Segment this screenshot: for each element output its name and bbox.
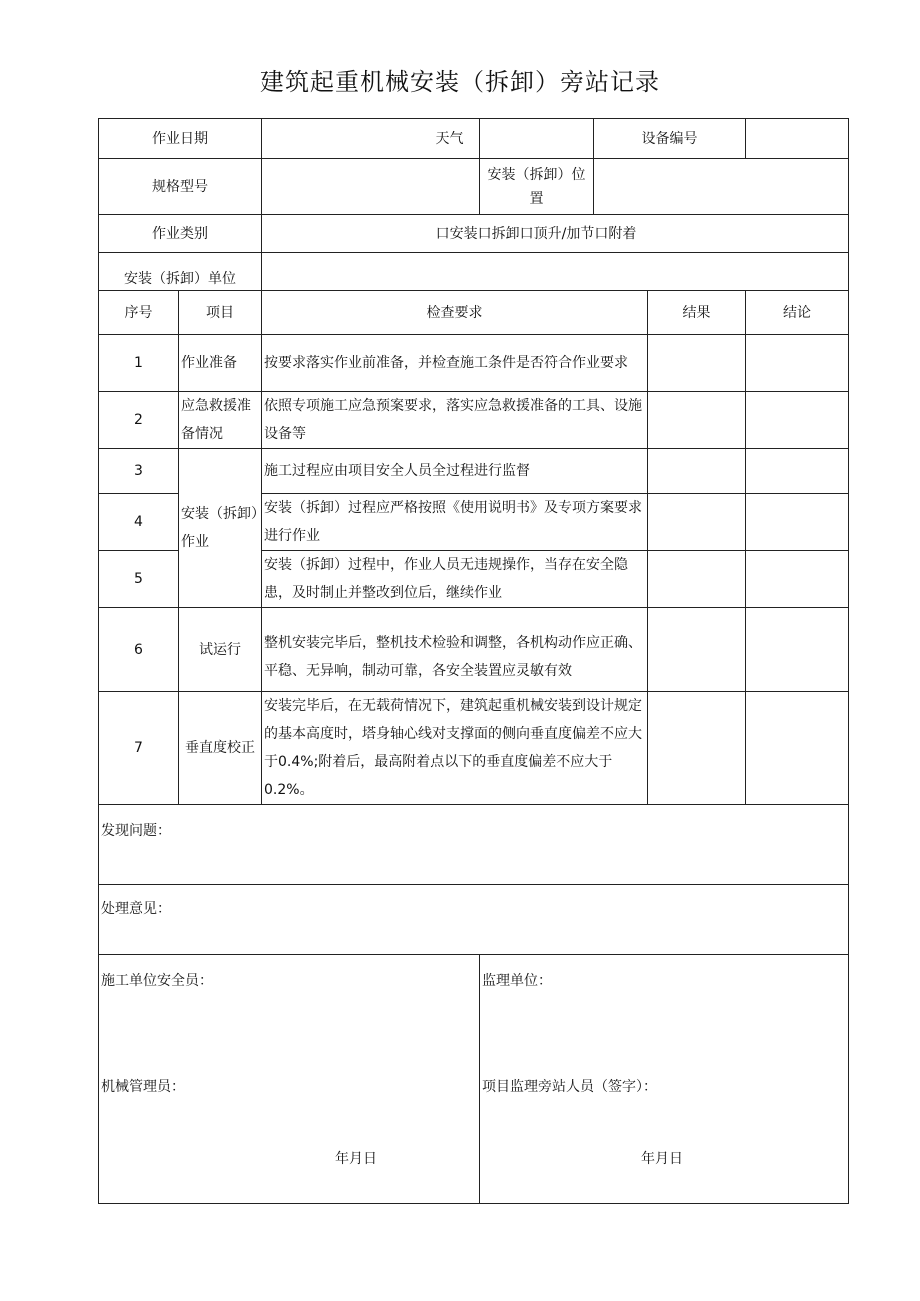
- install-unit-value[interactable]: [262, 253, 849, 291]
- spec-model-label: 规格型号: [99, 159, 262, 215]
- header-row-3: [99, 215, 849, 253]
- install-position-label: 安装（拆卸）位置: [480, 159, 594, 215]
- col-no: 序号: [99, 291, 179, 335]
- row-item: 安装（拆卸）作业: [179, 449, 262, 608]
- row-item: 垂直度校正: [179, 692, 262, 805]
- header-row-2: [99, 159, 849, 215]
- row-requirement: 依照专项施工应急预案要求，落实应急救援准备的工具、设施设备等: [262, 392, 648, 449]
- row-conclusion[interactable]: [746, 494, 849, 551]
- work-type-label: 作业类别: [99, 215, 262, 253]
- row-conclusion[interactable]: [746, 692, 849, 805]
- row-conclusion[interactable]: [746, 608, 849, 692]
- table-row: [99, 608, 849, 692]
- supervisor-label: 项目监理旁站人员（签字）：: [482, 1079, 657, 1095]
- row-no: 1: [99, 335, 179, 392]
- device-no-label: 设备编号: [594, 119, 746, 159]
- row-requirement: 施工过程应由项目安全人员全过程进行监督: [262, 449, 648, 494]
- table-row: [99, 692, 849, 805]
- record-form: [98, 118, 849, 1204]
- row-conclusion[interactable]: [746, 335, 849, 392]
- header-row-1: [99, 119, 849, 159]
- row-no: 4: [99, 494, 179, 551]
- device-no-value[interactable]: [746, 119, 849, 159]
- spec-model-value[interactable]: [262, 159, 480, 215]
- row-result[interactable]: [648, 449, 746, 494]
- issues-row: [99, 805, 849, 885]
- row-no: 7: [99, 692, 179, 805]
- col-requirement: 检查要求: [262, 291, 648, 335]
- work-date-label: 作业日期: [99, 119, 262, 159]
- row-conclusion[interactable]: [746, 551, 849, 608]
- column-header-row: [99, 291, 849, 335]
- handling-row: [99, 885, 849, 955]
- weather-value[interactable]: [480, 119, 594, 159]
- col-conclusion: 结论: [746, 291, 849, 335]
- work-type-options[interactable]: 口安装口拆卸口顶升/加节口附着: [262, 215, 849, 253]
- handling-label: 处理意见：: [101, 901, 171, 917]
- row-conclusion[interactable]: [746, 449, 849, 494]
- supervision-unit-label: 监理单位：: [482, 973, 552, 989]
- row-requirement: 按要求落实作业前准备，并检查施工条件是否符合作业要求: [262, 335, 648, 392]
- issues-field[interactable]: [99, 805, 849, 885]
- left-date: 年月日: [335, 1151, 377, 1167]
- handling-field[interactable]: [99, 885, 849, 955]
- page-title: 建筑起重机械安装（拆卸）旁站记录: [260, 68, 660, 96]
- row-no: 5: [99, 551, 179, 608]
- row-requirement: 安装（拆卸）过程应严格按照《使用说明书》及专项方案要求进行作业: [262, 494, 648, 551]
- row-result[interactable]: [648, 392, 746, 449]
- table-row: [99, 392, 849, 449]
- supervision-signature-block[interactable]: [480, 955, 849, 1204]
- row-no: 3: [99, 449, 179, 494]
- table-row: [99, 335, 849, 392]
- construction-signature-block[interactable]: [99, 955, 480, 1204]
- weather-label: 天气: [262, 119, 480, 159]
- row-no: 2: [99, 392, 179, 449]
- right-date: 年月日: [641, 1151, 683, 1167]
- row-result[interactable]: [648, 608, 746, 692]
- row-result[interactable]: [648, 692, 746, 805]
- col-result: 结果: [648, 291, 746, 335]
- row-conclusion[interactable]: [746, 392, 849, 449]
- issues-label: 发现问题：: [101, 823, 171, 839]
- row-requirement: 整机安装完毕后，整机技术检验和调整，各机构动作应正确、平稳、无异响，制动可靠，各安全装置应灵敏有效: [262, 608, 648, 692]
- row-no: 6: [99, 608, 179, 692]
- machine-manager-label: 机械管理员：: [101, 1079, 185, 1095]
- row-requirement: 安装（拆卸）过程中，作业人员无违规操作，当存在安全隐患，及时制止并整改到位后，继续作业: [262, 551, 648, 608]
- safety-officer-label: 施工单位安全员：: [101, 973, 213, 989]
- row-result[interactable]: [648, 494, 746, 551]
- row-item: 应急救援准备情况: [179, 392, 262, 449]
- header-row-4: [99, 253, 849, 291]
- install-unit-label: 安装（拆卸）单位: [99, 253, 262, 291]
- row-item: 试运行: [179, 608, 262, 692]
- row-result[interactable]: [648, 551, 746, 608]
- col-item: 项目: [179, 291, 262, 335]
- table-row: [99, 449, 849, 494]
- row-requirement: 安装完毕后，在无载荷情况下，建筑起重机械安装到设计规定的基本高度时，塔身轴心线对支撑面的侧向垂直度偏差不应大于0.4%;附着后，最高附着点以下的垂直度偏差不应大于0.2%。: [262, 692, 648, 805]
- signature-row: [99, 955, 849, 1204]
- row-result[interactable]: [648, 335, 746, 392]
- install-position-value[interactable]: [594, 159, 849, 215]
- row-item: 作业准备: [179, 335, 262, 392]
